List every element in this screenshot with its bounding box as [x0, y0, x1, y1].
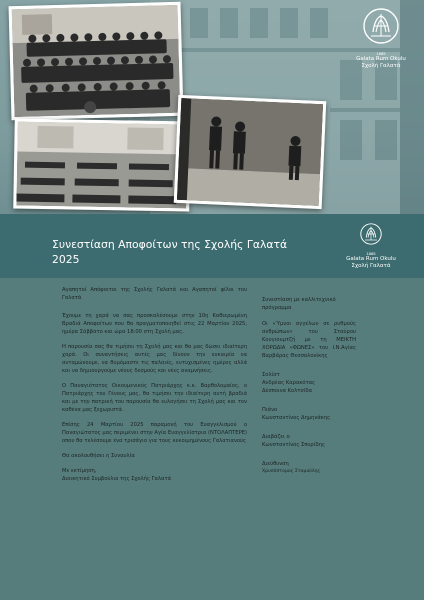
invitation-body: [0, 278, 424, 600]
piano-name: Κωνσταντίνος Δημηνάκης: [262, 415, 331, 421]
conductor-name: Χρυσόστομος Σταμούλης: [262, 469, 321, 474]
soloist-2: Δέσποινα Κολτσίδα: [262, 388, 313, 394]
closing-line-1: Με εκτίμηση,: [62, 468, 97, 474]
invitation-letter: [62, 286, 247, 483]
program-heading: Συνεστίαση με καλλιτεχνικό πρόγραμμα: [262, 297, 336, 311]
stage-photo: [174, 95, 327, 209]
piano-label: Πιάνο: [262, 407, 278, 413]
reader-label: Διαβάζει ο: [262, 434, 290, 440]
logo-year: 1885: [376, 51, 386, 56]
logo-year: 1885: [366, 251, 376, 256]
logo-subtitle: Σχολή Γαλατά: [351, 263, 391, 269]
conductor-group: [262, 460, 356, 475]
school-logo-secondary: [344, 222, 398, 270]
letter-paragraph-5: Θα ακολουθήσει η Συναυλία: [62, 453, 135, 459]
letter-paragraph-2: Η παρουσία σας θα τιμήσει τη Σχολή μας και θα μας δώσει ιδιαίτερη χαρά. Οι συναντήσεις αυτές μας δίνουν την ευκαιρία να ανταμώνουμε, να θυμόμαστε τις παλαιές, ευτυχισμένες ημέρες αλλά και να δημιουργούμε νέους δεσμούς και νέες αναμνήσεις.: [62, 344, 247, 374]
title-line-1: Συνεστίαση Αποφοίτων της Σχολής Γαλατά: [52, 238, 288, 251]
logo-name: Galata Rum Okulu: [346, 256, 396, 262]
conductor-label: Διεύθυνση: [262, 461, 289, 467]
letter-paragraph-1: Έχουμε τη χαρά να σας προσκαλέσουμε στην 10η Καθιερωμένη Βραδιά Αποφοίτων που θα πραγματοποιηθεί στις 22 Μαρτίου 2025, ημέρα Σάββατο και ώρα 18:00 στη Σχολή μας.: [62, 313, 247, 335]
reader-group: [262, 433, 356, 449]
school-emblem-icon: [359, 222, 383, 246]
title-band: [0, 214, 424, 278]
piano-group: [262, 406, 356, 422]
salutation: Αγαπητοί Απόφοιτοι της Σχολής Γαλατά και Αγαπητοί φίλοι του Γαλατά: [62, 287, 247, 301]
program-column: [262, 296, 356, 486]
logo-name: Galata Rum Okulu: [356, 56, 406, 62]
letter-paragraph-3: Ο Παναγιότατος Οικουμενικός Πατριάρχης κ.κ. Βαρθολομαίος, ο Πατριάρχης του Γένους μας, θα τιμήσει την ιδιαίτερη αυτή βραδιά και με την πατρική του παρουσία θα ευλογήσει τη Σχολή μας και τον καθένα μας ξεχωριστά.: [62, 383, 247, 413]
logo-subtitle: Σχολή Γαλατά: [361, 63, 401, 69]
header-banner: [0, 0, 424, 214]
school-emblem-icon: [361, 6, 401, 46]
soloists-label: Σολίστ: [262, 372, 280, 378]
class-photo: [9, 2, 184, 120]
classroom-photo: [13, 118, 191, 211]
title-line-2: 2025: [52, 253, 80, 266]
letter-paragraph-4: Επίσης 24 Μαρτίου 2025 παραμονή του Ευαγγελισμού ο Παναγιώτατος μας περιμένει στην Αγία Ευαγγελίστρια (ΝΤΟΛΑΠΤΕΡΕ) οπου θα τελέσουμε ένα τρισάγιο για τους κεκοιμημένους Γαλατιανούς: [62, 422, 247, 444]
page-title: [52, 237, 322, 267]
closing-line-2: Διοικητικό Συμβούλιο της Σχολής Γαλατά: [62, 476, 171, 482]
soloist-1: Ανδρέας Καρακότας: [262, 380, 316, 386]
program-description: Οι «Ύμνοι αγγέλων σε ρυθμούς ανθρώπων» του Σταύρου Κουγιουμτζή με τη ΜΕΙΚΤΗ ΧΟΡΩΔΙΑ «ΦΩΝΕΣ» του Ι.Ν.Αγίας Βαρβάρας Θεσσαλονίκης: [262, 321, 356, 359]
soloists-group: [262, 371, 356, 395]
reader-name: Κωνσταντίνος Σπυρίδης: [262, 442, 325, 448]
school-logo: [352, 6, 410, 70]
